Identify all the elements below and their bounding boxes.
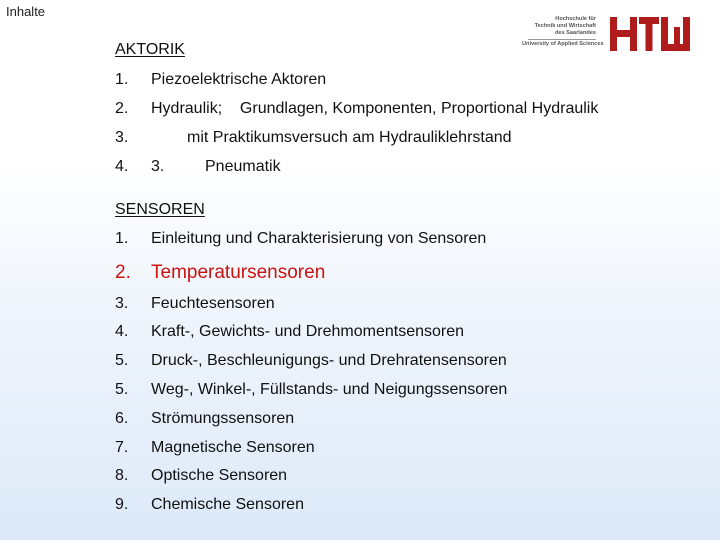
item-number: 7. xyxy=(115,439,129,456)
item-label: Hydraulik; Grundlagen, Komponenten, Proportional Hydraulik xyxy=(151,100,599,117)
item-label: Magnetische Sensoren xyxy=(151,439,315,456)
htw-logo xyxy=(522,16,692,54)
logo-text-line: Hochschule für xyxy=(555,16,596,22)
item-label: Chemische Sensoren xyxy=(151,496,304,513)
item-label: Piezoelektrische Aktoren xyxy=(151,71,327,88)
sensoren-heading: SENSOREN xyxy=(115,201,205,218)
item-number: 3. xyxy=(115,295,129,312)
logo-text-line: Technik und Wirtschaft xyxy=(534,23,596,29)
item-number: 3. xyxy=(115,129,129,146)
item-number: 1. xyxy=(115,71,129,88)
item-number: 9. xyxy=(115,496,129,513)
item-number: 6. xyxy=(115,410,129,427)
item-label: Kraft-, Gewichts- und Drehmomentsensoren xyxy=(151,323,465,340)
item-number: 2. xyxy=(115,100,129,117)
item-label: Weg-, Winkel-, Füllstands- und Neigungssensoren xyxy=(151,381,508,398)
item-number: 5. xyxy=(115,381,129,398)
logo-subline: University of Applied Sciences xyxy=(522,41,604,47)
item-sub-number: 3. xyxy=(151,158,165,175)
page-title: Inhalte xyxy=(6,4,46,19)
item-number: 8. xyxy=(115,467,129,484)
item-number: 1. xyxy=(115,230,129,247)
logo-text-line: des Saarlandes xyxy=(554,30,596,36)
logo-institution-text xyxy=(522,16,604,48)
item-label: Feuchtesensoren xyxy=(151,295,275,312)
item-label: Strömungssensoren xyxy=(151,410,295,427)
item-label: mit Praktikumsversuch am Hydrauliklehrstand xyxy=(187,129,512,146)
aktorik-heading: AKTORIK xyxy=(115,41,185,58)
item-label: Pneumatik xyxy=(205,158,281,175)
item-label: Optische Sensoren xyxy=(151,467,288,484)
item-number: 5. xyxy=(115,352,129,369)
item-number: 4. xyxy=(115,323,129,340)
item-label: Einleitung und Charakterisierung von Sensoren xyxy=(151,230,487,247)
htw-wordmark-logo xyxy=(610,17,690,51)
item-label: Temperatursensoren xyxy=(151,262,326,283)
item-label: Druck-, Beschleunigungs- und Drehratensensoren xyxy=(151,352,507,369)
item-number: 4. xyxy=(115,158,129,175)
item-number: 2. xyxy=(115,262,131,283)
logo-divider xyxy=(528,39,596,40)
